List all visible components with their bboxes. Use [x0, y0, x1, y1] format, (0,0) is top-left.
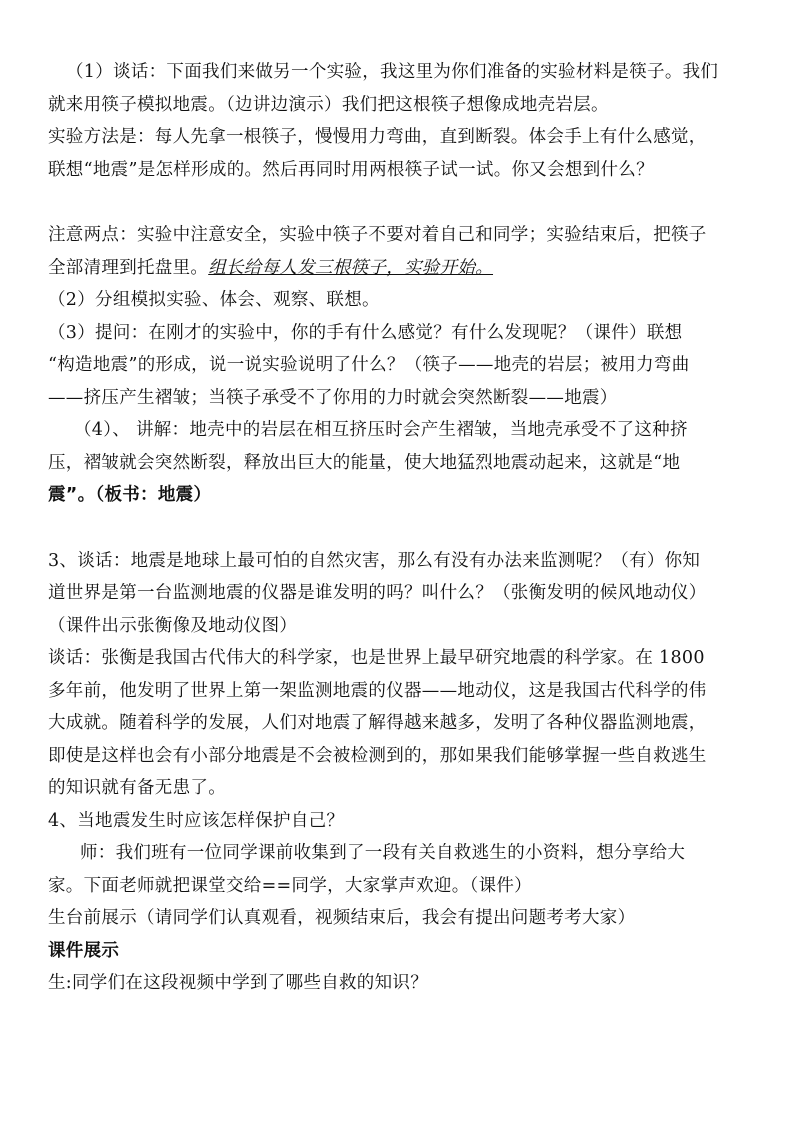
paragraph-line: 生:同学们在这段视频中学到了哪些自救的知识？ — [48, 973, 428, 993]
paragraph-line: 道世界是第一台监测地震的仪器是谁发明的吗？叫什么？（张衡发明的候风地动仪） — [48, 583, 707, 603]
paragraph-line: （1）谈话：下面我们来做另一个实验，我这里为你们准备的实验材料是筷子。我们 — [66, 62, 719, 82]
paragraph-line: （2）分组模拟实验、体会、观察、联想。 — [48, 290, 380, 310]
paragraph-line: 震”。（板书：地震） — [48, 485, 212, 505]
paragraph-line: 师：我们班有一位同学课前收集到了一段有关自救逃生的小资料，想分享给大 — [80, 843, 686, 863]
paragraph-line: （4）、 讲解：地壳中的岩层在相互挤压时会产生褶皱，当地壳承受不了这种挤 — [74, 420, 688, 440]
paragraph-line — [48, 252, 748, 285]
paragraph-line: 即使是这样也会有小部分地震是不会被检测到的，那如果我们能够掌握一些自救逃生 — [48, 745, 707, 766]
paragraph-line: “构造地震”的形成，说一说实验说明了什么？（筷子——地壳的岩层；被用力弯曲 — [48, 355, 690, 375]
paragraph-line: 的知识就有备无患了。 — [48, 778, 226, 798]
paragraph-line: （课件出示张衡像及地动仪图） — [48, 615, 298, 636]
paragraph-line: 多年前，他发明了世界上第一架监测地震的仪器——地动仪，这是我国古代科学的伟 — [48, 680, 707, 701]
paragraph-line: 大成就。随着科学的发展，人们对地震了解得越来越多，发明了各种仪器监测地震， — [48, 713, 707, 733]
paragraph-line: 家。下面老师就把课堂交给==同学，大家掌声欢迎。（课件） — [48, 875, 532, 896]
section-heading: 4、当地震发生时应该怎样保护自己？ — [48, 810, 345, 831]
paragraph-line: 生台前展示（请同学们认真观看，视频结束后，我会有提出问题考考大家） — [48, 908, 636, 928]
paragraph-line: 联想“地震”是怎样形成的。然后再同时用两根筷子试一试。你又会想到什么？ — [48, 159, 654, 180]
paragraph-line: 谈话：张衡是我国古代伟大的科学家，也是世界上最早研究地震的科学家。在 1800 — [48, 648, 705, 668]
document-page — [48, 56, 748, 1000]
emphasized-text: 组长给每人发三根筷子，实验开始。 — [208, 257, 494, 278]
blank-line — [48, 186, 748, 219]
paragraph-line: （3）提问：在刚才的实验中，你的手有什么感觉？有什么发现呢？（课件）联想 — [48, 322, 683, 343]
paragraph-line: ——挤压产生褶皱；当筷子承受不了你用的力时就会突然断裂——地震） — [48, 387, 618, 408]
paragraph-line: 3、谈话：地震是地球上最可怕的自然灾害，那么有没有办法来监测呢？（有）你知 — [48, 550, 701, 571]
bold-label: 课件展示 — [48, 940, 120, 961]
paragraph-line: 就来用筷子模拟地震。（边讲边演示）我们把这根筷子想像成地壳岩层。 — [48, 94, 609, 115]
paragraph-line: 实验方法是：每人先拿一根筷子，慢慢用力弯曲，直到断裂。体会手上有什么感觉， — [48, 127, 707, 147]
plain-text: 全部清理到托盘里。 — [48, 257, 209, 278]
paragraph-line: 注意两点：实验中注意安全，实验中筷子不要对着自己和同学；实验结束后，把筷子 — [48, 225, 707, 245]
paragraph-line: 压，褶皱就会突然断裂，释放出巨大的能量，使大地猛烈地震动起来，这就是“地 — [48, 452, 681, 473]
blank-line — [48, 512, 748, 545]
